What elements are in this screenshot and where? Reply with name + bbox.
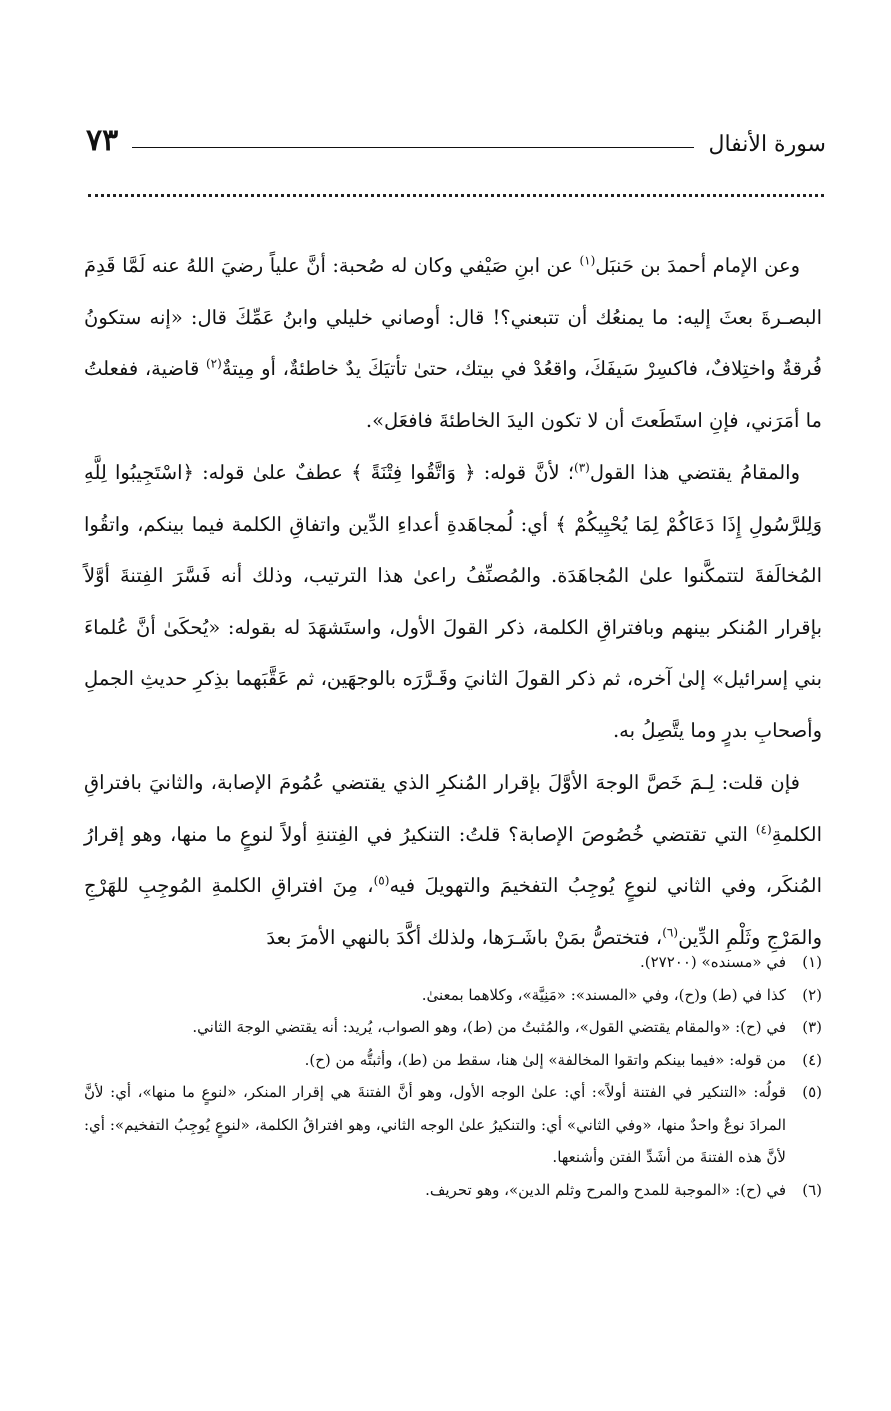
dotted-separator: [88, 194, 824, 197]
footnote-text: من قوله: «فيما بينكم واتقوا المخالفة» إلىٰ هنا، سقط من (ط)، وأثبتُّه من (ح).: [304, 1050, 786, 1069]
footnote: [84, 1076, 822, 1174]
text-run: وعن الإمام أحمدَ بن حَنبَل: [595, 254, 801, 277]
text-run: عن ابنِ صَيْفي وكان له صُحبة: أنَّ علياً رضيَ اللهُ عنه لَمَّا قَدِمَ البصـرةَ بعثَ إليه: ما يمنعُك أن تتبعني؟! قال: أوصاني خليلي وابنُ عَمِّكَ قال: «إنه ستكونُ فُرقةٌ واختِلافٌ، فاكسِرْ سَيفَكَ، واقعُدْ في بيتك، حتىٰ تأتيَكَ يدٌ خاطئةٌ، أو مِيتةٌ: [84, 254, 822, 380]
paragraph: [84, 447, 822, 756]
footnote-text: في (ح): «والمقام يقتضي القول»، والمُثبتُ من (ط)، وهو الصواب، يُريد: أنه يقتضي الوجهَ الثاني.: [192, 1018, 786, 1036]
text-run: والمقامُ يقتضي هذا القول: [589, 461, 800, 484]
text-run: ؛ لأنَّ قوله: ﴿ وَاتَّقُوا فِتْنَةً ﴾ عطفٌ علىٰ قوله: ﴿اسْتَجِيبُوا لِلَّهِ وَلِلرَّسُولِ إِذَا دَعَاكُمْ لِمَا يُحْيِيكُمْ ﴾ أي: لُمجاهَدةِ أعداءِ الدِّين واتفاقِ الكلمة فيما بينكم، واتقُوا المُخالَفةَ لتتمكَّنوا علىٰ المُجاهَدَة. والمُصنِّفُ راعىٰ هذا الترتيب، وذلك أنه فَسَّرَ الفِتنةَ أوَّلاً بإقرار المُنكر بينهم وبافتراقِ الكلمة، ذكر القولَ الأول، واستَشهَدَ له بقوله: «يُحكَىٰ أنَّ عُلماءَ بني إسرائيل» إلىٰ آخره، ثم ذكر القولَ الثانيَ وقَـرَّرَه بالوجهَين، ثم عَقَّبَهما بذِكرِ حديثِ الجملِ وأصحابِ بدرٍ وما يتَّصِلُ به.: [84, 461, 822, 742]
footnote-number: (٥): [802, 1083, 822, 1101]
main-text: [84, 240, 822, 964]
page-header: [86, 112, 826, 156]
footnote-text: كذا في (ط) و(ح)، وفي «المسند»: «مَنِيَّة»، وكلاهما بمعنىٰ.: [421, 985, 786, 1004]
text-run: التي تقتضي خُصُوصَ الإصابة؟ قلتُ: التنكيرُ في الفِتنةِ أولاً لنوعٍ ما منها، وهو إقرارُ المُنكَر، وفي الثاني لنوعٍ يُوجِبُ التفخيمَ والتهويلَ فيه: [84, 822, 822, 897]
footnote-number: (١): [802, 953, 822, 971]
footnote-text: في (ح): «الموجبة للمدح والمرح وثلم الدين»، وهو تحريف.: [425, 1180, 786, 1199]
surah-title: سورة الأنفال: [708, 132, 826, 157]
text-run: ، مِنَ افتراقِ الكلمةِ المُوجِبِ للهَرْجِ والمَرْجِ وثَلْمِ الدِّين: [84, 874, 822, 949]
footnote-ref: (٣): [574, 460, 590, 475]
footnote-ref: (١): [579, 253, 596, 268]
footnote-number: (٦): [802, 1180, 822, 1199]
paragraph: [84, 757, 822, 963]
footnote-ref: (٦): [662, 925, 679, 939]
footnote: [84, 946, 822, 979]
header-rule: [132, 147, 694, 148]
paragraph: [84, 240, 822, 446]
footnote-number: (٢): [802, 985, 822, 1004]
footnote-text: قولُه: «التنكير في الفتنة أولاً»: أي: علىٰ الوجه الأول، وهو أنَّ الفتنةَ هي إقرار المنكر، «لنوعٍ ما منها»، أي: لأنَّ المرادَ نوعٌ واحدٌ منها، «وفي الثاني» أي: والتنكيرُ علىٰ الوجه الثاني، وهو افتراقُ الكلمة، «لنوعٍ يُوجِبُ التفخيم»: أي: لأنَّ هذه الفتنةَ من أشَدِّ الفتن وأشنعها.: [84, 1083, 786, 1166]
footnote: [84, 1174, 822, 1207]
footnotes: [84, 946, 822, 1206]
footnote: [84, 1011, 822, 1044]
text-run: قاضية، ففعلتُ ما أمَرَني، فإنِ استَطَعتَ أن لا تكون اليدَ الخاطئةَ فافعَل».: [84, 357, 822, 432]
text-run: فإن قلت: لِـمَ خَصَّ الوجهَ الأوَّلَ بإقرار المُنكرِ الذي يقتضي عُمُومَ الإصابة، والثانيَ بافتراقِ الكلمةِ: [84, 771, 822, 846]
footnote-text: في «مسنده» (٢٧٢٠٠).: [639, 953, 786, 971]
footnote: [84, 1044, 822, 1077]
footnote-ref: (٥): [373, 873, 390, 888]
page-number: ٧٣: [86, 123, 119, 158]
footnote-ref: (٤): [755, 822, 772, 836]
text-run: ، فتختصُّ بمَنْ باشَـرَها، ولذلك أكَّدَ بالنهي الأمرَ بعدَ: [266, 925, 663, 949]
footnote: [84, 979, 822, 1012]
footnote-ref: (٢): [205, 356, 222, 371]
footnote-number: (٣): [802, 1018, 822, 1036]
footnote-number: (٤): [802, 1050, 822, 1069]
